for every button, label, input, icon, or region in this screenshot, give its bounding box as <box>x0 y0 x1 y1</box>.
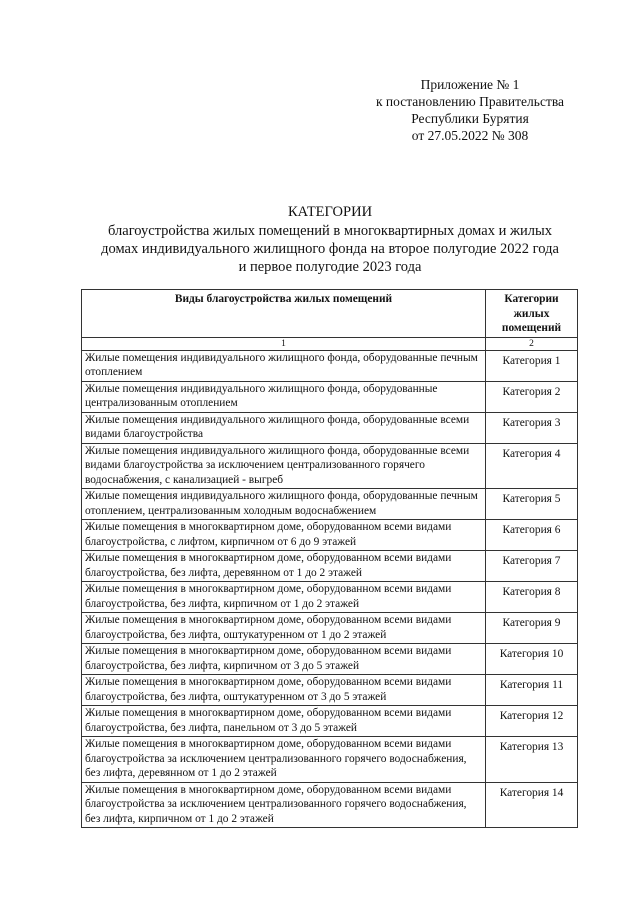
row-description: Жилые помещения в многоквартирном доме, оборудованном всеми видами благоустройства, без лифта, деревянном от 1 до 2 этажей <box>82 551 486 582</box>
appendix-line: Республики Бурятия <box>411 111 529 126</box>
column-header-category: Категории жилых помещений <box>486 290 578 338</box>
table-row <box>82 412 578 443</box>
document-subtitle-line: домах индивидуального жилищного фонда на второе полугодие 2022 года <box>101 241 559 257</box>
column-number: 1 <box>82 337 486 350</box>
row-description: Жилые помещения в многоквартирном доме, оборудованном всеми видами благоустройства, с лифтом, кирпичном от 6 до 9 этажей <box>82 520 486 551</box>
document-subtitle-line: благоустройства жилых помещений в многоквартирных домах и жилых <box>108 223 552 239</box>
row-category: Категория 13 <box>486 737 578 783</box>
row-category: Категория 7 <box>486 551 578 582</box>
row-description: Жилые помещения индивидуального жилищного фонда, оборудованные всеми видами благоустройства за исключением централизованного горячего водоснабжения, с канализацией - выгреб <box>82 443 486 489</box>
row-category: Категория 14 <box>486 782 578 828</box>
table-row <box>82 782 578 828</box>
table-row <box>82 582 578 613</box>
table-header-row <box>82 290 578 338</box>
row-category: Категория 9 <box>486 613 578 644</box>
table-row <box>82 551 578 582</box>
row-description: Жилые помещения в многоквартирном доме, оборудованном всеми видами благоустройства, без лифта, кирпичном от 3 до 5 этажей <box>82 644 486 675</box>
table-row <box>82 706 578 737</box>
table-row <box>82 381 578 412</box>
row-category: Категория 6 <box>486 520 578 551</box>
column-number: 2 <box>486 337 578 350</box>
row-category: Категория 3 <box>486 412 578 443</box>
document-title: КАТЕГОРИИ <box>287 204 373 220</box>
row-category: Категория 2 <box>486 381 578 412</box>
table-row <box>82 737 578 783</box>
row-category: Категория 5 <box>486 489 578 520</box>
row-category: Категория 11 <box>486 675 578 706</box>
appendix-line: от 27.05.2022 № 308 <box>411 128 529 143</box>
row-description: Жилые помещения в многоквартирном доме, оборудованном всеми видами благоустройства, без лифта, оштукатуренном от 1 до 2 этажей <box>82 613 486 644</box>
row-description: Жилые помещения индивидуального жилищного фонда, оборудованные печным отоплением, централизованным холодным водоснабжением <box>82 489 486 520</box>
row-category: Категория 1 <box>486 350 578 381</box>
table-row <box>82 443 578 489</box>
column-header-description: Виды благоустройства жилых помещений <box>82 290 486 338</box>
document-subtitle-line: и первое полугодие 2023 года <box>238 259 422 275</box>
row-description: Жилые помещения в многоквартирном доме, оборудованном всеми видами благоустройства за исключением централизованного горячего водоснабжения, без лифта, кирпичном от 1 до 2 этажей <box>82 782 486 828</box>
row-description: Жилые помещения в многоквартирном доме, оборудованном всеми видами благоустройства, без лифта, оштукатуренном от 3 до 5 этажей <box>82 675 486 706</box>
table-row <box>82 644 578 675</box>
row-category: Категория 8 <box>486 582 578 613</box>
row-description: Жилые помещения в многоквартирном доме, оборудованном всеми видами благоустройства за исключением централизованного горячего водоснабжения, без лифта, деревянном от 1 до 2 этажей <box>82 737 486 783</box>
row-category: Категория 10 <box>486 644 578 675</box>
table-row <box>82 520 578 551</box>
row-description: Жилые помещения в многоквартирном доме, оборудованном всеми видами благоустройства, без лифта, панельном от 3 до 5 этажей <box>82 706 486 737</box>
appendix-block <box>350 76 590 144</box>
row-description: Жилые помещения индивидуального жилищного фонда, оборудованные всеми видами благоустройства <box>82 412 486 443</box>
row-description: Жилые помещения индивидуального жилищного фонда, оборудованные централизованным отоплением <box>82 381 486 412</box>
table-row <box>82 613 578 644</box>
document-heading <box>70 203 590 276</box>
row-description: Жилые помещения в многоквартирном доме, оборудованном всеми видами благоустройства, без лифта, кирпичном от 1 до 2 этажей <box>82 582 486 613</box>
table-row <box>82 489 578 520</box>
row-category: Категория 12 <box>486 706 578 737</box>
row-category: Категория 4 <box>486 443 578 489</box>
column-number-row <box>82 337 578 350</box>
table-row <box>82 350 578 381</box>
appendix-line: к постановлению Правительства <box>375 94 565 109</box>
appendix-line: Приложение № 1 <box>420 77 520 92</box>
table-row <box>82 675 578 706</box>
categories-table <box>81 289 578 828</box>
row-description: Жилые помещения индивидуального жилищного фонда, оборудованные печным отоплением <box>82 350 486 381</box>
